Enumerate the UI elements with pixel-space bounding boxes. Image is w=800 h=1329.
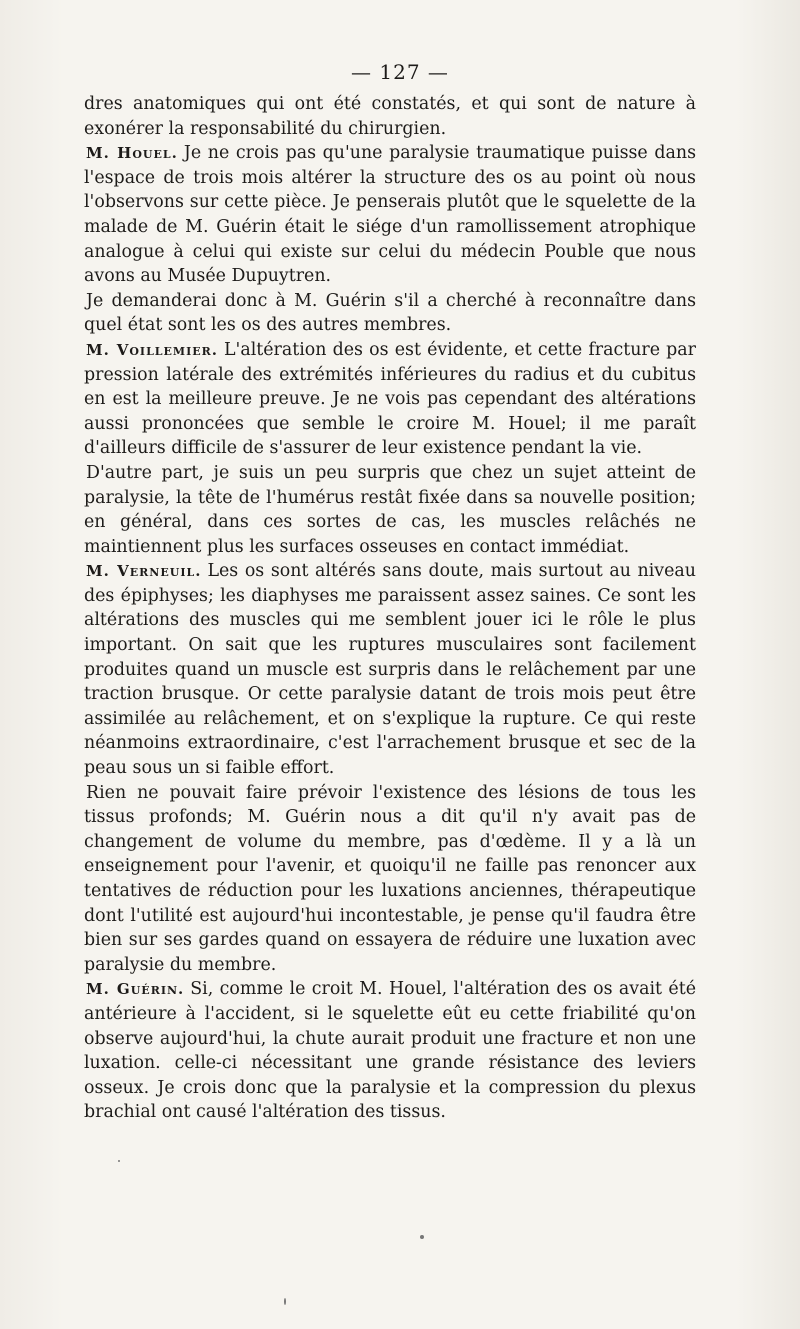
paragraph-text: Rien ne pouvait faire prévoir l'existence des lésions de tous les tissus profonds; M. Guérin nous a dit qu'il n'y avait pas de changement de volume du membre, pas d'œdème. Il y a là un enseignement pour l'avenir, et quoiqu'il ne faille pas renoncer aux tentatives de réduction pour les luxations anciennes, thérapeutique dont l'utilité est aujourd'hui incontestable, je pense qu'il faudra être bien sur ses gardes quand on essayera de réduire une luxation avec paralysie du membre. (84, 782, 696, 975)
paragraph-text: Si, comme le croit M. Houel, l'altération des os avait été antérieure à l'accident, si le squelette eût eu cette friabilité qu'on observe aujourd'hui, la chute aurait produit une fracture et non une luxation. celle-ci nécessitant une grande résistance des leviers osseux. Je crois donc que la paralysie et la compression du plexus brachial ont causé l'altération des tissus. (84, 979, 696, 1123)
paragraph-text: Je demanderai donc à M. Guérin s'il a cherché à reconnaître dans quel état sont les os des autres membres. (84, 290, 696, 336)
paragraph-text: Je ne crois pas qu'une paralysie traumatique puisse dans l'espace de trois mois altérer la structure des os au point où nous l'observons sur cette pièce. Je penserais plutôt que le squelette de la malade de M. Guérin était le siége d'un ramollissement atrophique analogue à celui qui existe sur celui du médecin Pouble que nous avons au Musée Dupuytren. (84, 143, 696, 287)
speaker-name: M. Guérin. (86, 980, 185, 999)
paragraph (84, 781, 696, 978)
paragraph (84, 141, 696, 289)
speaker-name: M. Houel. (86, 144, 178, 163)
speaker-name: M. Voillemier. (86, 340, 218, 359)
paragraph (84, 338, 696, 461)
paragraph (84, 461, 696, 559)
paragraph-text: D'autre part, je suis un peu surpris que chez un sujet atteint de paralysie, la tête de l'humérus restât fixée dans sa nouvelle position; en général, dans ces sortes de cas, les muscles relâchés ne maintiennent plus les surfaces osseuses en contact immédiat. (84, 462, 696, 557)
paragraph-text: L'altération des os est évidente, et cette fracture par pression latérale des extrémités inférieures du radius et du cubitus en est la meilleure preuve. Je ne vois pas cependant des altérations aussi prononcées que semble le croire M. Houel; il me paraît d'ailleurs difficile de s'assurer de leur existence pendant la vie. (84, 339, 696, 459)
body-text (84, 92, 696, 1125)
speaker-name: M. Verneuil. (86, 562, 202, 581)
paragraph-text: Les os sont altérés sans doute, mais surtout au niveau des épiphyses; les diaphyses me paraissent assez saines. Ce sont les altérations des muscles qui me semblent jouer ici le rôle le plus important. On sait que les ruptures musculaires sont facilement produites quand un muscle est surpris dans le relâchement par une traction brusque. Or cette paralysie datant de trois mois peut être assimilée au relâchement, et on s'explique la rupture. Ce qui reste néanmoins extraordinaire, c'est l'arrachement brusque et sec de la peau sous un si faible effort. (84, 561, 696, 779)
paragraph (84, 977, 696, 1125)
page-number: — 127 — (351, 60, 449, 84)
paragraph (84, 289, 696, 338)
paragraph (84, 559, 696, 780)
paragraph (84, 92, 696, 141)
paragraph-text: dres anatomiques qui ont été constatés, et qui sont de nature à exonérer la responsabilité du chirurgien. (84, 94, 696, 139)
ink-speck (284, 1298, 286, 1305)
ink-speck (118, 1160, 120, 1162)
ink-speck (420, 1235, 424, 1239)
